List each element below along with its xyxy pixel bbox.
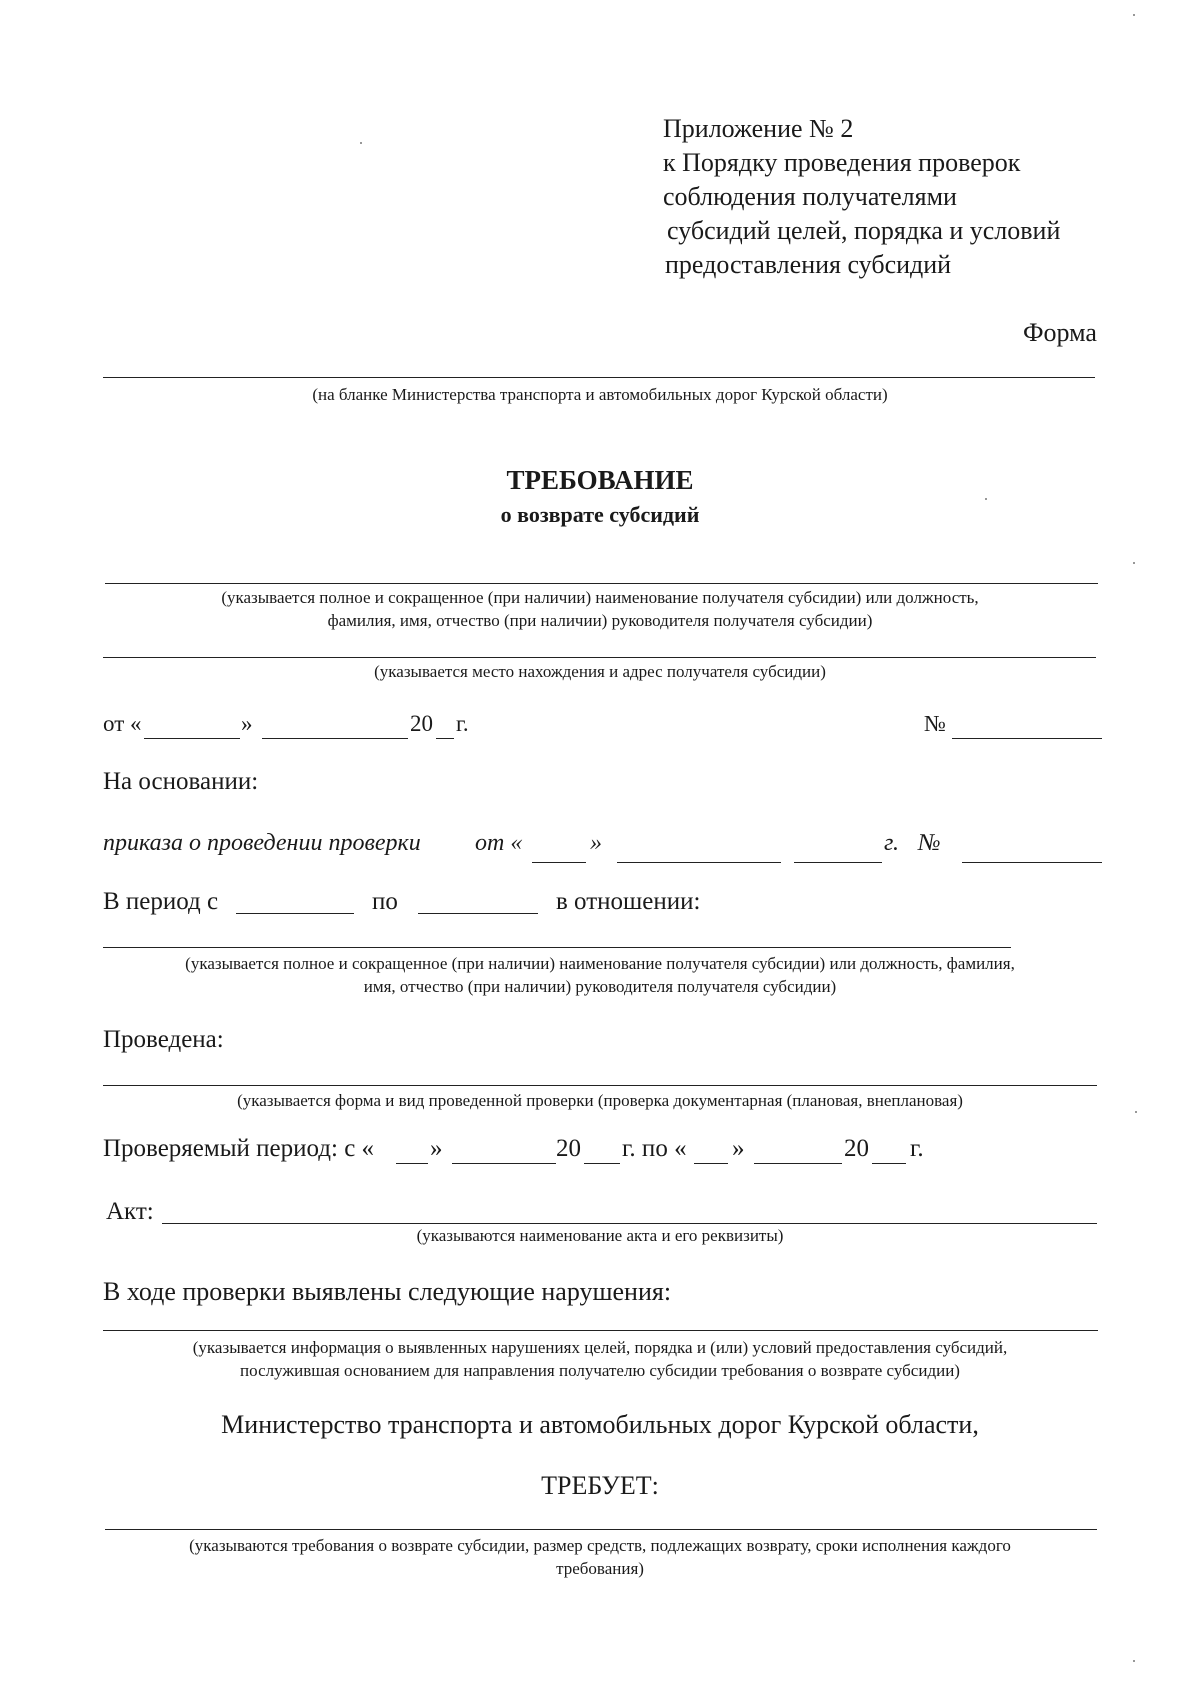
order-day-blank [532, 862, 586, 863]
scan-speck [1135, 1111, 1137, 1113]
period-label: В период с [103, 888, 219, 915]
checked-month2-blank [754, 1163, 842, 1164]
checked-quote-2: » [732, 1135, 745, 1162]
appendix-line-4: субсидий целей, порядка и условий [667, 216, 1061, 245]
order-year-suffix: г. [884, 830, 900, 856]
order-close-quote: » [590, 830, 602, 856]
date-year-suffix: г. [456, 711, 469, 736]
address-hint: (указывается место нахождения и адрес получателя субсидии) [374, 662, 826, 681]
document-title: ТРЕБОВАНИЕ [506, 465, 694, 495]
checked-day2-blank [694, 1163, 728, 1164]
checked-period-label: Проверяемый период: с « [103, 1135, 375, 1162]
ministry-text: Министерство транспорта и автомобильных дорог Курской области, [221, 1410, 979, 1439]
date-close-quote: » [241, 711, 253, 736]
conducted-line [103, 1085, 1097, 1086]
checked-quote-1: » [430, 1135, 443, 1162]
date-from-label: от « [103, 711, 142, 736]
recipient-hint-2: фамилия, имя, отчество (при наличии) руководителя получателя субсидии) [327, 611, 873, 630]
demands-hint-2: требования) [556, 1559, 644, 1578]
scan-speck [1133, 562, 1135, 564]
checked-day1-blank [396, 1163, 428, 1164]
period-start-blank [236, 913, 354, 914]
number-blank [952, 738, 1102, 739]
order-number-blank [962, 862, 1102, 863]
number-sign: № [924, 711, 946, 736]
act-label: Акт: [106, 1198, 154, 1225]
appendix-line-5: предоставления субсидий [665, 250, 952, 279]
order-year-blank [794, 862, 882, 863]
conducted-hint: (указывается форма и вид проведенной проверки (проверка документарная (плановая, внеплановая) [237, 1091, 963, 1110]
checked-end: г. [910, 1135, 924, 1162]
period-regarding: в отношении: [556, 888, 701, 915]
checked-month1-blank [452, 1163, 556, 1164]
order-number-sign: № [918, 830, 941, 856]
demands-line [105, 1529, 1097, 1530]
checked-year2-blank [872, 1163, 906, 1164]
scan-speck [985, 498, 987, 500]
appendix-line-1: Приложение № 2 [663, 114, 854, 143]
order-from: от « [475, 830, 523, 856]
scan-speck [1133, 1660, 1135, 1662]
violations-hint-1: (указывается информация о выявленных нарушениях целей, порядка и (или) условий предоставления субсидий, [192, 1338, 1008, 1357]
demands-hint-1: (указываются требования о возврате субсидии, размер средств, подлежащих возврату, сроки исполнения каждого [189, 1536, 1011, 1555]
violations-hint-2: послужившая основанием для направления получателю субсидии требования о возврате субсидии) [240, 1361, 960, 1380]
order-month-blank [617, 862, 781, 863]
checked-year-1: 20 [556, 1135, 581, 1162]
recipient-line [105, 583, 1098, 584]
scan-speck [1133, 14, 1135, 16]
regarding-hint-2: имя, отчество (при наличии) руководителя получателя субсидии) [363, 977, 837, 996]
recipient-hint-1: (указывается полное и сокращенное (при наличии) наименование получателя субсидии) или должность, [221, 588, 979, 607]
period-to: по [372, 888, 398, 915]
violations-label: В ходе проверки выявлены следующие нарушения: [103, 1277, 672, 1306]
scan-speck [360, 142, 362, 144]
letterhead-line [103, 377, 1095, 378]
date-month-blank [262, 738, 408, 739]
date-year: 20 [410, 711, 433, 736]
date-year-blank [436, 738, 454, 739]
checked-year-2: 20 [844, 1135, 869, 1162]
order-label: приказа о проведении проверки [103, 830, 421, 856]
address-line [103, 657, 1096, 658]
act-line [162, 1223, 1097, 1224]
document-subtitle: о возврате субсидий [500, 502, 700, 527]
form-label: Форма [1023, 318, 1097, 347]
appendix-block [663, 112, 1060, 282]
conducted-label: Проведена: [103, 1026, 224, 1053]
demands-heading: ТРЕБУЕТ: [541, 1471, 659, 1500]
violations-line [103, 1330, 1098, 1331]
date-day-blank [144, 738, 240, 739]
appendix-line-3: соблюдения получателями [663, 182, 957, 211]
letterhead-hint: (на бланке Министерства транспорта и автомобильных дорог Курской области) [312, 385, 888, 404]
checked-mid: г. по « [622, 1135, 687, 1162]
period-end-blank [418, 913, 538, 914]
act-hint: (указываются наименование акта и его реквизиты) [416, 1226, 784, 1245]
basis-label: На основании: [103, 768, 259, 795]
appendix-line-2: к Порядку проведения проверок [663, 148, 1021, 177]
checked-year1-blank [584, 1163, 620, 1164]
regarding-line [103, 947, 1011, 948]
regarding-hint-1: (указывается полное и сокращенное (при наличии) наименование получателя субсидии) или должность, фамилия, [185, 954, 1015, 973]
